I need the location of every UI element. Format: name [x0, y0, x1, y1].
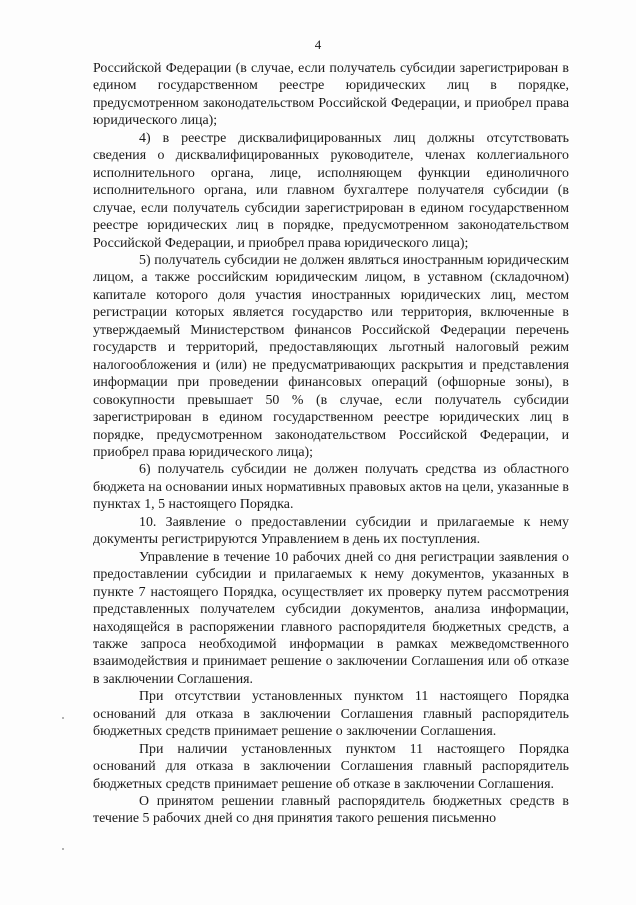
page-number: 4 [314, 37, 322, 52]
paragraph-notification: О принятом решении главный распорядитель бюджетных средств в течение 5 рабочих дней со дня принятия такого решения письменно [93, 794, 569, 827]
scan-speck [62, 848, 64, 850]
paragraph-item-5: 5) получатель субсидии не должен являться иностранным юридическим лицом, а также российским юридическим лицом, в уставном (складочном) капитале которого доля участия иностранных юридических лиц, местом регистрации которых является государство или территория, включенные в утверждаемый Министерством финансов Российской Федерации перечень государств и территорий, предоставляющих льготный налоговый режим налогообложения и (или) не предусматривающих раскрытия и представления информации при проведении финансовых операций (офшорные зоны), в совокупности превышает 50 % (в случае, если получатель субсидии зарегистрирован в едином государственном реестре юридических лиц в порядке, предусмотренном законодательством Российской Федерации, и приобрел права юридического лица); [93, 252, 569, 460]
paragraph-item-6: 6) получатель субсидии не должен получать средства из областного бюджета на основании иных нормативных правовых актов на цели, указанные в пунктах 1, 5 настоящего Порядка. [93, 462, 569, 513]
paragraph-refusal-decision: При наличии установленных пунктом 11 настоящего Порядка оснований для отказа в заключении Соглашения главный распорядитель бюджетных средств принимает решение об отказе в заключении Соглашения. [93, 741, 569, 792]
scan-speck [62, 717, 64, 719]
paragraph-clause-10: 10. Заявление о предоставлении субсидии и прилагаемые к нему документы регистрируются Управлением в день их поступления. [93, 514, 569, 548]
paragraph-item-4: 4) в реестре дисквалифицированных лиц должны отсутствовать сведения о дисквалифицированных руководителе, членах коллегиального исполнительного органа, лице, исполняющем функции единоличного исполнительного органа, или главном бухгалтере получателя субсидии (в случае, если получатель субсидии зарегистрирован в едином государственном реестре юридических лиц в порядке, предусмотренном законодательством Российской Федерации, и приобрел права юридического лица); [93, 130, 569, 251]
paragraph-continuation: Российской Федерации (в случае, если получатель субсидии зарегистрирован в едином государственном реестре юридических лиц в порядке, предусмотренном законодательством Российской Федерации, и приобрел права юридического лица); [93, 61, 569, 129]
document-body [93, 60, 569, 828]
paragraph-review-procedure: Управление в течение 10 рабочих дней со дня регистрации заявления о предоставлении субсидии и прилагаемых к нему документов, указанных в пункте 7 настоящего Порядка, осуществляет их проверку путем рассмотрения представленных получателем субсидии документов, анализа информации, находящейся в распоряжении главного распорядителя бюджетных средств, а также запроса необходимой информации в рамках межведомственного взаимодействия и принимает решение о заключении Соглашения или об отказе в заключении Соглашения. [93, 549, 569, 687]
paragraph-approval-decision: При отсутствии установленных пунктом 11 настоящего Порядка оснований для отказа в заключении Соглашения главный распорядитель бюджетных средств принимает решение о заключении Соглашения. [93, 689, 569, 740]
